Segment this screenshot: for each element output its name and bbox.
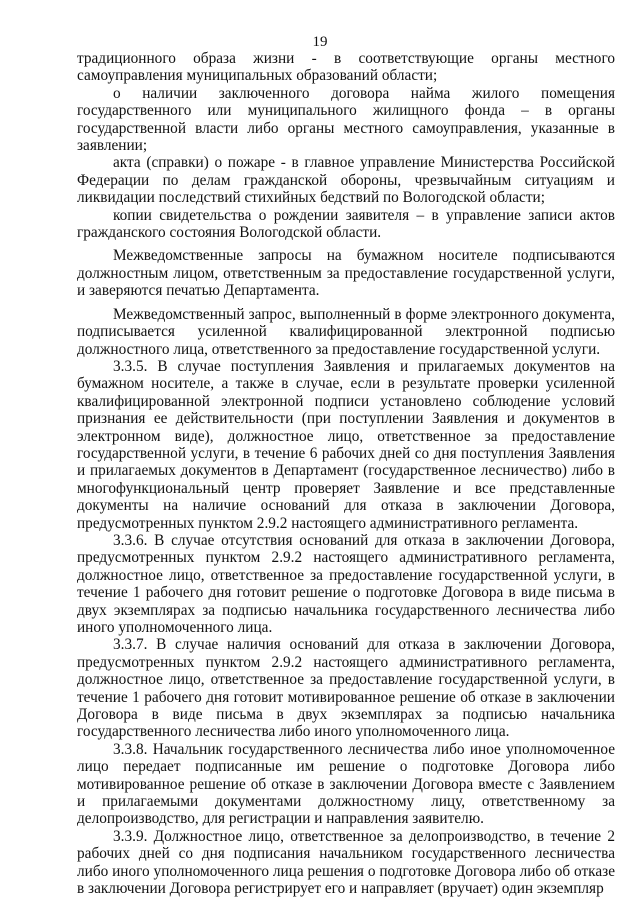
paragraph-fire-certificate: акта (справки) о пожаре - в главное управление Министерства Российской Федерации по делам гражданской обороны, чрезвычайным ситуациям и ликвидации последствий стихийных бедствий по Вологодской области;	[77, 154, 615, 207]
paragraph-3-3-7: 3.3.7. В случае наличия оснований для отказа в заключении Договора, предусмотренных пунктом 2.9.2 настоящего административного регламента, должностное лицо, ответственное за предоставление государственной услуги, в течение 1 рабочего дня готовит мотивированное решение об отказе в заключении Договора в виде письма в двух экземплярах за подписью начальника государственного лесничества либо иного уполномоченного лица.	[77, 636, 615, 741]
paragraph-3-3-8: 3.3.8. Начальник государственного лесничества либо иное уполномоченное лицо передает подписанные им решение о подготовке Договора либо мотивированное решение об отказе в заключении Договора вместе с Заявлением и прилагаемыми документами должностному лицу, ответственному за делопроизводство, для регистрации и направления заявителю.	[77, 740, 615, 828]
paragraph-traditional-lifestyle: традиционного образа жизни - в соответствующие органы местного самоуправления муниципальных образований области;	[77, 50, 615, 85]
paragraph-3-3-9: 3.3.9. Должностное лицо, ответственное за делопроизводство, в течение 2 рабочих дней со дня подписания начальником государственного лесничества либо иного уполномоченного лица решения о подготовке Договора либо об отказе в заключении Договора регистрирует его и направляет (вручает) один экземпляр	[77, 827, 615, 898]
page-number: 19	[312, 34, 328, 50]
paragraph-birth-certificate: копии свидетельства о рождении заявителя – в управление записи актов гражданского состояния Вологодской области.	[77, 206, 615, 242]
document-body	[77, 50, 615, 898]
paragraph-electronic-request: Межведомственный запрос, выполненный в форме электронного документа, подписывается усиленной квалифицированной электронной подписью должностного лица, ответственного за предоставление государственной услуги.	[77, 305, 615, 358]
paragraph-3-3-6: 3.3.6. В случае отсутствия оснований для отказа в заключении Договора, предусмотренных пунктом 2.9.2 настоящего административного регламента, должностное лицо, ответственное за предоставление государственной услуги, в течение 1 рабочего дня готовит решение о подготовке Договора в виде письма в двух экземплярах за подписью начальника государственного лесничества либо иного уполномоченного лица.	[77, 531, 615, 636]
paragraph-3-3-5: 3.3.5. В случае поступления Заявления и прилагаемых документов на бумажном носителе, а также в случае, если в результате проверки усиленной квалифицированной электронной подписи установлено соблюдение условий признания ее действительности (при поступлении Заявления и документов в электронном виде), должностное лицо, ответственное за предоставление государственной услуги, в течение 6 рабочих дней со дня поступления Заявления и прилагаемых документов в Департамент (государственное лесничество) либо в многофункциональный центр проверяет Заявление и все представленные документы на наличие оснований для отказа в заключении Договора, предусмотренных пунктом 2.9.2 настоящего административного регламента.	[77, 357, 615, 532]
paragraph-housing-contract: о наличии заключенного договора найма жилого помещения государственного или муниципального жилищного фонда – в органы государственной власти либо органы местного самоуправления, указанные в заявлении;	[77, 84, 615, 155]
paragraph-paper-requests: Межведомственные запросы на бумажном носителе подписываются должностным лицом, ответственным за предоставление государственной услуги, и заверяются печатью Департамента.	[77, 247, 615, 300]
